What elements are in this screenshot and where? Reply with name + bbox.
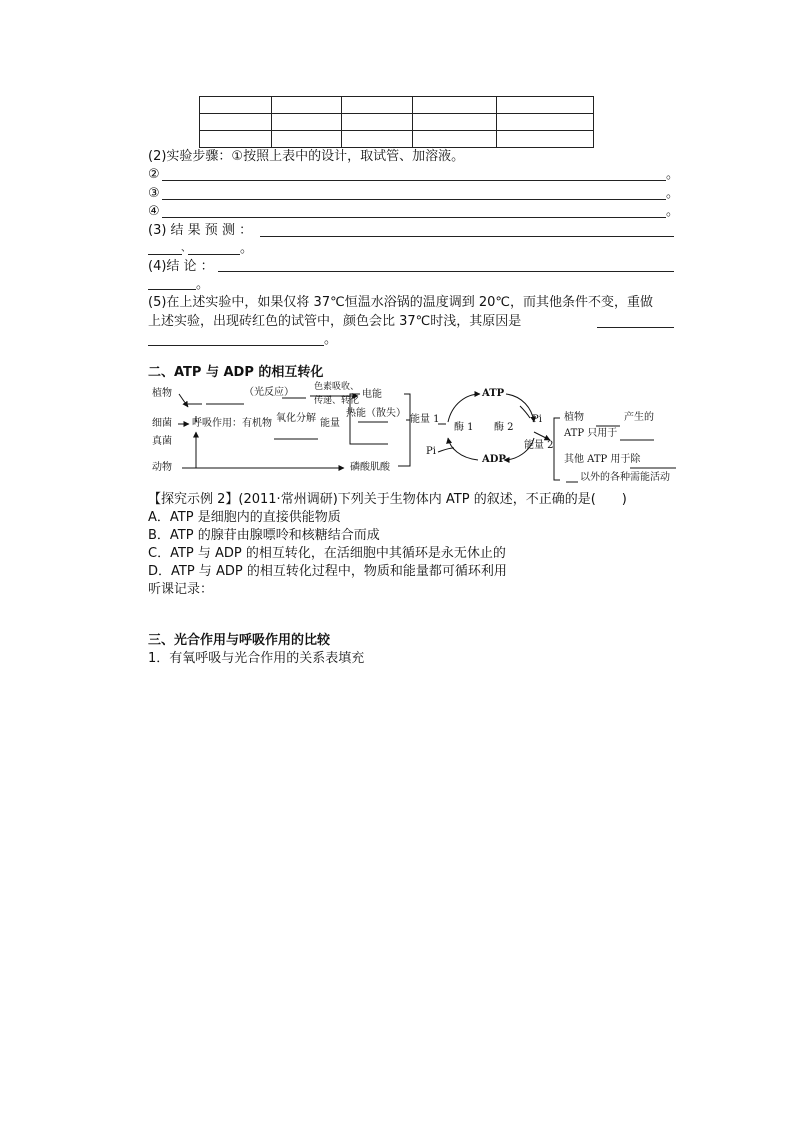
energy-1-label: 能量 1: [410, 414, 440, 425]
question-5-line1: (5)在上述实验中，如果仅将 37℃恒温水浴锅的温度调到 20℃，而其他条件不变，重做: [148, 295, 653, 310]
animal-label: 动物: [152, 462, 172, 473]
plant-label: 植物: [152, 388, 172, 399]
bracket: [398, 394, 410, 466]
arrow: [179, 394, 188, 407]
table-cell: [497, 131, 594, 148]
table-cell: [497, 114, 594, 131]
step-period: 。: [666, 186, 680, 201]
table-cell: [272, 97, 342, 114]
table-cell: [200, 131, 272, 148]
result-label: (3) 结 果 预 测 ：: [148, 223, 253, 238]
phosphocreatine-label: 磷酸肌酸: [350, 462, 390, 473]
answer-blank[interactable]: [162, 180, 666, 181]
question-5-period: 。: [324, 332, 338, 347]
pigment-label-2: 传递、转化: [314, 396, 360, 406]
step-marker-2: ②: [148, 167, 160, 182]
option-b[interactable]: B．ATP 的腺苷由腺嘌呤和核糖结合而成: [148, 528, 380, 543]
answer-blank[interactable]: [597, 327, 674, 328]
step-2-text: (2)实验步骤：①按照上表中的设计，取试管、加溶液。: [148, 149, 465, 164]
energy-label: 能量: [320, 418, 340, 429]
answer-blank[interactable]: [148, 345, 324, 346]
answer-blank[interactable]: [148, 254, 182, 255]
bacteria-label: 细菌: [152, 418, 172, 429]
atp-adp-diagram: [148, 382, 678, 488]
electric-energy-label: 电能: [362, 389, 382, 400]
energy-2-label: 能量 2: [524, 440, 554, 451]
section-2-title: 二、ATP 与 ADP 的相互转化: [148, 365, 324, 380]
step-period: 。: [666, 167, 680, 182]
option-a[interactable]: A．ATP 是细胞内的直接供能物质: [148, 510, 341, 525]
bracket: [554, 418, 560, 480]
result-dot: 、: [181, 243, 191, 254]
table-cell: [413, 131, 497, 148]
right-atp-use-label: ATP 只用于: [564, 428, 618, 439]
pi-label-right: Pi: [532, 414, 542, 425]
arrow: [448, 394, 480, 422]
step-period: 。: [666, 204, 680, 219]
right-plant-label: 植物: [564, 412, 584, 423]
answer-blank[interactable]: [218, 271, 674, 272]
section-3-title: 三、光合作用与呼吸作用的比较: [148, 633, 331, 648]
conclusion-label: (4)结 论 ：: [148, 259, 214, 274]
step-marker-3: ③: [148, 186, 160, 201]
table-row: [200, 97, 594, 114]
right-other-label: 其他 ATP 用于除: [564, 454, 641, 465]
option-c[interactable]: C．ATP 与 ADP 的相互转化，在活细胞中其循环是永无休止的: [148, 546, 506, 561]
respiration-label: 呼吸作用：有机物: [192, 418, 272, 429]
table-cell: [272, 114, 342, 131]
enzyme-2-label: 酶 2: [494, 422, 514, 433]
table-cell: [342, 131, 413, 148]
table-row: [200, 114, 594, 131]
table-cell: [200, 114, 272, 131]
answer-blank[interactable]: [162, 217, 666, 218]
right-produce-label: 产生的: [624, 412, 654, 423]
pigment-label-1: 色素吸收、: [314, 382, 360, 392]
adp-label: ADP: [482, 454, 506, 465]
answer-blank[interactable]: [260, 236, 674, 237]
fungi-label: 真菌: [152, 436, 172, 447]
pi-label-left: Pi: [426, 446, 436, 457]
heat-label: 热能（散失）: [346, 408, 406, 419]
table-row: [200, 131, 594, 148]
table-cell: [413, 114, 497, 131]
table-cell: [342, 114, 413, 131]
connector: [438, 448, 454, 452]
arrow: [448, 438, 478, 460]
answer-blank[interactable]: [188, 254, 240, 255]
option-d[interactable]: D．ATP 与 ADP 的相互转化过程中，物质和能量都可循环利用: [148, 564, 507, 579]
conclusion-period: 。: [196, 277, 210, 292]
experiment-table: [199, 96, 594, 148]
question-5-line2: 上述实验，出现砖红色的试管中，颜色会比 37℃时浅，其原因是: [148, 314, 522, 329]
table-cell: [342, 97, 413, 114]
right-activities-label: 以外的各种需能活动: [580, 472, 670, 483]
table-cell: [272, 131, 342, 148]
result-period: 。: [240, 241, 254, 256]
answer-blank[interactable]: [148, 289, 196, 290]
arrow: [534, 432, 550, 440]
step-marker-4: ④: [148, 204, 160, 219]
oxidation-label: 氧化分解: [276, 413, 316, 424]
table-cell: [497, 97, 594, 114]
enzyme-1-label: 酶 1: [454, 422, 474, 433]
light-reaction-label: （光反应）: [244, 387, 294, 398]
example-question: 【探究示例 2】(2011·常州调研)下列关于生物体内 ATP 的叙述，不正确的是( ): [148, 492, 627, 507]
atp-label: ATP: [482, 388, 505, 399]
section-3-item-1: 1．有氧呼吸与光合作用的关系表填充: [148, 651, 365, 666]
answer-blank[interactable]: [162, 199, 666, 200]
notes-label: 听课记录：: [148, 582, 214, 597]
table-cell: [200, 97, 272, 114]
table-cell: [413, 97, 497, 114]
